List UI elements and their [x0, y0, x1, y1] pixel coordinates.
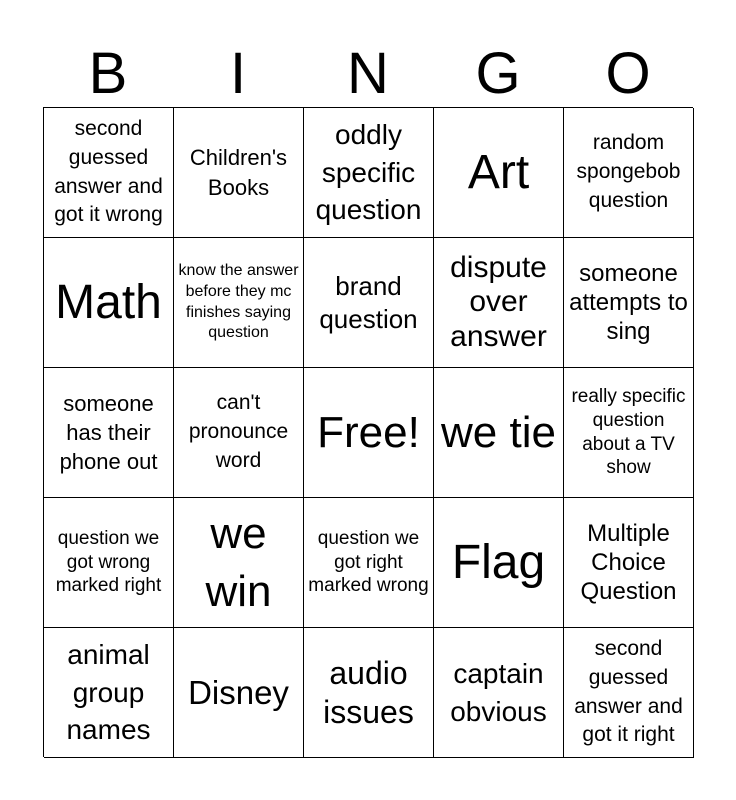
bingo-cell-r5-c2[interactable]: [174, 628, 304, 758]
bingo-cell-r2-c5[interactable]: [564, 238, 694, 368]
bingo-cell-r2-c1[interactable]: [44, 238, 174, 368]
cell-text: animal group names: [66, 638, 151, 746]
cell-text: know the answer before they mc finishes saying question: [178, 261, 299, 342]
header-letter-o: O: [605, 41, 651, 106]
cell-text: brand question: [319, 271, 418, 334]
bingo-cell-r2-c2[interactable]: [174, 238, 304, 368]
cell-text: Flag: [451, 535, 546, 589]
bingo-cell-r3-c3[interactable]: [304, 368, 434, 498]
cell-text: Free!: [317, 407, 420, 457]
cell-text: can't pronounce word: [188, 391, 289, 472]
bingo-cell-r1-c5[interactable]: [564, 108, 694, 238]
bingo-cell-r5-c4[interactable]: [434, 628, 564, 758]
bingo-cell-r3-c1[interactable]: [44, 368, 174, 498]
cell-text: question we got wrong marked right: [55, 527, 162, 597]
bingo-cell-r1-c4[interactable]: [434, 108, 564, 238]
bingo-cell-r1-c1[interactable]: [44, 108, 174, 238]
bingo-cell-r2-c3[interactable]: [304, 238, 434, 368]
bingo-cell-r2-c4[interactable]: [434, 238, 564, 368]
cell-text: second guessed answer and got it wrong: [54, 116, 163, 227]
bingo-cell-r3-c2[interactable]: [174, 368, 304, 498]
cell-text: someone attempts to sing: [569, 259, 688, 346]
cell-text: Multiple Choice Question: [580, 519, 677, 606]
cell-text: we tie: [441, 407, 556, 457]
cell-text: oddly specific question: [315, 118, 422, 226]
bingo-cell-r4-c5[interactable]: [564, 498, 694, 628]
bingo-cell-r1-c2[interactable]: [174, 108, 304, 238]
bingo-cell-r5-c5[interactable]: [564, 628, 694, 758]
bingo-cell-r4-c2[interactable]: [174, 498, 304, 628]
bingo-grid: [43, 107, 693, 757]
cell-text: Math: [55, 275, 162, 329]
cell-text: random spongebob question: [576, 131, 681, 212]
cell-text: Art: [467, 145, 530, 199]
bingo-header: [43, 42, 693, 106]
bingo-cell-r5-c1[interactable]: [44, 628, 174, 758]
header-letter-n: N: [347, 41, 389, 106]
header-letter-i: I: [229, 41, 247, 106]
cell-text: captain obvious: [450, 657, 547, 727]
bingo-cell-r3-c4[interactable]: [434, 368, 564, 498]
bingo-cell-r4-c4[interactable]: [434, 498, 564, 628]
cell-text: we win: [205, 509, 272, 616]
cell-text: someone has their phone out: [59, 390, 158, 475]
bingo-cell-r4-c3[interactable]: [304, 498, 434, 628]
cell-text: audio issues: [323, 655, 414, 730]
bingo-cell-r3-c5[interactable]: [564, 368, 694, 498]
cell-text: Disney: [188, 673, 289, 711]
bingo-cell-r5-c3[interactable]: [304, 628, 434, 758]
bingo-cell-r4-c1[interactable]: [44, 498, 174, 628]
header-letter-b: B: [88, 41, 128, 106]
cell-text: second guessed answer and got it right: [574, 636, 683, 747]
cell-text: really specific question about a TV show: [571, 386, 686, 479]
header-letter-g: G: [475, 41, 521, 106]
cell-text: Children's Books: [189, 145, 288, 200]
bingo-cell-r1-c3[interactable]: [304, 108, 434, 238]
cell-text: dispute over answer: [450, 250, 547, 353]
cell-text: question we got right marked wrong: [308, 527, 429, 597]
